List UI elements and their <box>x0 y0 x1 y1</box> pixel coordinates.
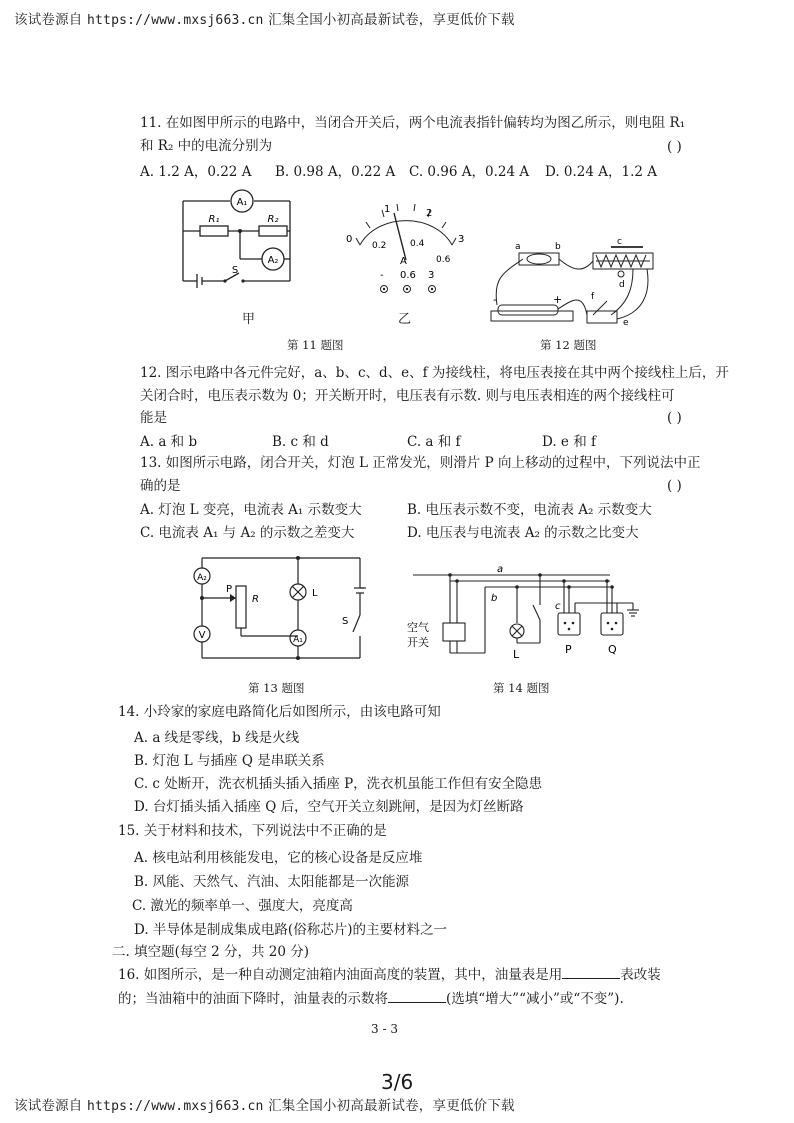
q11-answer-paren: ( ) <box>667 139 682 155</box>
q11-option-d: D. 0.24 A，1.2 A <box>545 164 658 180</box>
q16-line1-text-b: 表改装 <box>620 967 661 983</box>
fig14-caption: 第 14 题图 <box>493 681 550 695</box>
q11-line1: 11. 在如图甲所示的电路中，当闭合开关后，两个电流表指针偏转均为图乙所示，则电阻 R₁ <box>140 115 686 131</box>
q15-option-d: D. 半导体是制成集成电路(俗称芯片)的主要材料之一 <box>134 922 447 938</box>
q12-option-a: A. a 和 b <box>140 434 198 450</box>
fig13-circuit <box>188 550 378 670</box>
q14-stem: 14. 小玲家的家庭电路简化后如图所示，由该电路可知 <box>118 704 441 720</box>
fig11-caption: 第 11 题图 <box>287 338 344 352</box>
q13-line2: 确的是 <box>140 478 181 494</box>
q14-option-b: B. 灯泡 L 与插座 Q 是串联关系 <box>134 753 325 769</box>
fig13-caption: 第 13 题图 <box>248 681 305 695</box>
q15-option-b: B. 风能、天然气、汽油、太阳能都是一次能源 <box>134 874 410 890</box>
fig11-r1-label: R₁ <box>208 214 220 225</box>
q11-option-a: A. 1.2 A，0.22 A <box>140 164 252 180</box>
fig11-terminal-minus: - <box>380 270 384 281</box>
banner-suffix-bottom: 汇集全国小初高最新试卷，享更低价下载 <box>268 1098 515 1114</box>
fig14-socket-q: Q <box>608 643 617 656</box>
fig11-a2-label: A₂ <box>267 255 279 266</box>
fig12-point-f: f <box>591 292 595 302</box>
q15-option-a: A. 核电站利用核能发电，它的核心设备是反应堆 <box>134 850 423 866</box>
fig12-battery-plus: + <box>553 293 563 306</box>
q12-line3: 能是 <box>140 410 167 426</box>
q14-option-a: A. a 线是零线，b 线是火线 <box>134 730 300 746</box>
q12-line1: 12. 图示电路中各元件完好，a、b、c、d、e、f 为接线柱，将电压表接在其中两个接线柱上后，开 <box>140 365 729 381</box>
fig14-household-circuit <box>405 565 650 665</box>
fig14-lamp-l: L <box>513 648 520 661</box>
banner-suffix: 汇集全国小初高最新试卷，享更低价下载 <box>268 12 515 28</box>
banner-url-bottom[interactable]: https://www.mxsj663.cn <box>87 1099 264 1114</box>
banner-prefix-bottom: 该试卷源自 <box>14 1098 83 1114</box>
fig12-point-a: a <box>515 242 521 252</box>
fig13-lamp-l: L <box>312 588 318 599</box>
q16-line2-text-a: 的；当油箱中的油面下降时，油量表的示数将 <box>118 991 388 1007</box>
fig11-circuit-jia <box>175 183 305 298</box>
fig14-wire-b: b <box>491 593 498 604</box>
q15-stem: 15. 关于材料和技术，下列说法中不正确的是 <box>118 823 387 839</box>
section-2-heading: 二. 填空题(每空 2 分，共 20 分) <box>112 944 310 960</box>
fig11-switch-label: S <box>231 265 239 276</box>
q16-blank-1[interactable] <box>562 966 620 979</box>
q14-option-d: D. 台灯插头插入插座 Q 后，空气开关立刻跳闸，是因为灯丝断路 <box>134 799 524 815</box>
fig11-terminal-3: 3 <box>428 270 435 281</box>
fig13-switch-s: S <box>342 616 349 627</box>
fig13-a1-label: A₁ <box>293 635 303 645</box>
fig11-label-jia: 甲 <box>242 312 256 327</box>
fig12-point-c: c <box>617 237 622 247</box>
q12-option-d: D. e 和 f <box>542 434 596 450</box>
fig11-terminal-06: 0.6 <box>400 270 416 281</box>
banner-prefix: 该试卷源自 <box>14 12 83 28</box>
q13-option-d: D. 电压表与电流表 A₂ 的示数之比变大 <box>407 525 639 541</box>
q14-option-c: C. c 处断开，洗衣机插头插入插座 P，洗衣机虽能工作但有安全隐患 <box>134 776 543 792</box>
source-banner-top <box>14 8 515 28</box>
fig12-point-e: e <box>623 318 629 328</box>
fig14-socket-p: P <box>565 643 572 656</box>
fig11-dial-top-1: 1 <box>384 204 391 215</box>
fig11-ammeter-dial <box>340 200 470 300</box>
q15-option-c: C. 激光的频率单一、强度大，亮度高 <box>132 898 353 914</box>
fig13-slider-p: P <box>226 584 233 595</box>
q11-option-b: B. 0.98 A，0.22 A <box>275 164 396 180</box>
q13-line1: 13. 如图所示电路，闭合开关，灯泡 L 正常发光，则滑片 P 向上移动的过程中，下列说法中正 <box>140 455 701 471</box>
fig11-r2-label: R₂ <box>267 214 279 225</box>
fig11-dial-outer-3: 3 <box>458 234 465 245</box>
fig12-point-d: d <box>619 280 625 290</box>
q16-line2 <box>118 988 624 1011</box>
fig13-resistor-r: R <box>252 594 259 605</box>
q12-option-b: B. c 和 d <box>272 434 329 450</box>
page-number: 3/6 <box>381 1070 414 1094</box>
q12-line2: 关闭合时，电压表示数为 0；开关断开时，电压表有示数. 则与电压表相连的两个接线柱可 <box>140 388 675 404</box>
fig12-point-b: b <box>555 242 561 252</box>
q13-option-b: B. 电压表示数不变，电流表 A₂ 示数变大 <box>407 502 652 518</box>
fig11-dial-inner-02: 0.2 <box>372 241 387 251</box>
banner-url[interactable]: https://www.mxsj663.cn <box>87 13 264 28</box>
fig14-breaker-label-1: 空气 <box>407 621 429 634</box>
fig11-dial-inner-04: 0.4 <box>410 239 425 249</box>
q13-option-c: C. 电流表 A₁ 与 A₂ 的示数之差变大 <box>140 525 355 541</box>
fig12-physical-circuit <box>483 233 663 333</box>
fig11-dial-top-2: 2 <box>426 208 433 219</box>
fig11-dial-unit: A <box>400 256 407 267</box>
q12-answer-paren: ( ) <box>667 410 682 426</box>
q13-answer-paren: ( ) <box>667 478 682 494</box>
q16-line1-text-a: 16. 如图所示，是一种自动测定油箱内油面高度的装置，其中，油量表是用 <box>118 967 563 983</box>
fig11-a1-label: A₁ <box>236 197 248 208</box>
q11-option-c: C. 0.96 A，0.24 A <box>409 164 530 180</box>
fig12-caption: 第 12 题图 <box>540 338 597 352</box>
fig14-wire-a: a <box>497 565 504 575</box>
fig14-point-c: c <box>555 601 561 612</box>
q11-line2: 和 R₂ 中的电流分别为 <box>140 138 273 154</box>
fig11-dial-outer-0: 0 <box>346 234 353 245</box>
q16-line2-text-b: (选填“增大”“减小”或“不变”). <box>446 991 624 1007</box>
fig13-voltmeter-label: V <box>198 630 206 641</box>
q13-option-a: A. 灯泡 L 变亮，电流表 A₁ 示数变大 <box>140 502 362 518</box>
page-footer-small: 3 - 3 <box>371 1022 398 1036</box>
fig13-a2-label: A₂ <box>197 573 207 583</box>
q16-line1 <box>118 964 661 987</box>
q16-blank-2[interactable] <box>388 990 446 1003</box>
source-banner-bottom <box>14 1094 515 1114</box>
fig12-battery-minus: - <box>493 293 497 306</box>
fig11-label-yi: 乙 <box>398 312 412 327</box>
q12-option-c: C. a 和 f <box>407 434 461 450</box>
fig14-breaker-label-2: 开关 <box>407 636 429 649</box>
fig11-dial-inner-06: 0.6 <box>436 255 451 265</box>
